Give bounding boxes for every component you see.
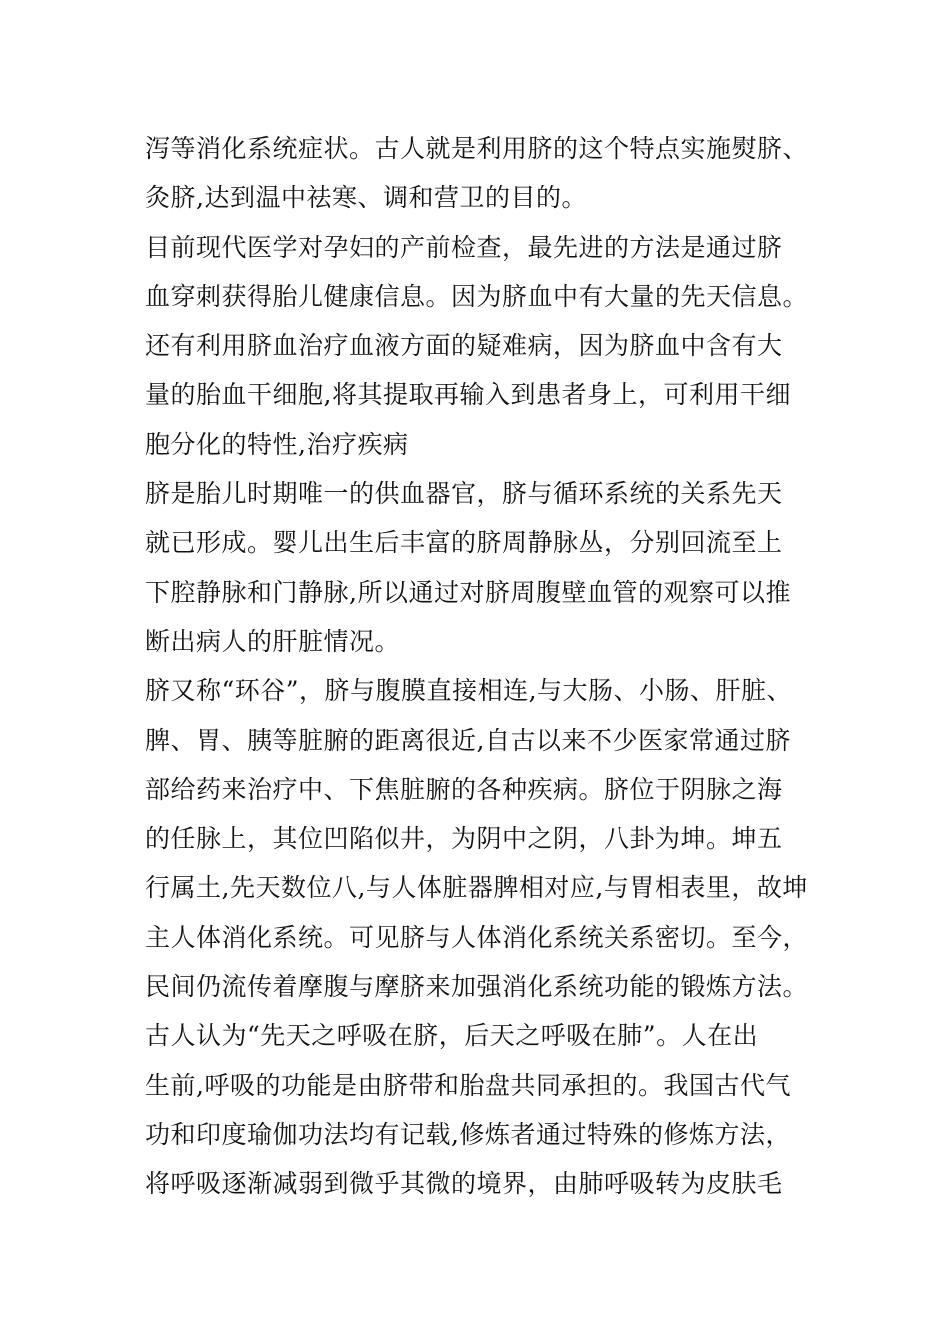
text-line: 胞分化的特性,治疗疾病 [145,429,409,459]
text-line: 目前现代医学对孕妇的产前检查，最先进的方法是通过脐 [145,232,783,262]
body-text [145,124,815,1209]
text-line: 生前,呼吸的功能是由脐带和胎盘共同承担的。我国古代气 [145,1070,791,1100]
text-line: 古人认为“先天之呼吸在脐，后天之呼吸在肺”。人在出 [145,1021,759,1051]
text-line: 将呼吸逐渐减弱到微乎其微的境界，由肺呼吸转为皮肤毛 [145,1169,783,1199]
text-line: 就已形成。婴儿出生后丰富的脐周静脉丛，分别回流至上 [145,528,783,558]
text-line: 血穿刺获得胎儿健康信息。因为脐血中有大量的先天信息。 [145,281,809,311]
text-line: 功和印度瑜伽功法均有记载,修炼者通过特殊的修炼方法， [145,1119,791,1149]
text-line: 部给药来治疗中、下焦脏腑的各种疾病。脐位于阴脉之海 [145,774,783,804]
text-line: 量的胎血干细胞,将其提取再输入到患者身上，可利用干细 [145,380,791,410]
text-line: 灸脐,达到温中祛寒、调和营卫的目的。 [145,183,587,213]
text-line: 还有利用脐血治疗血液方面的疑难病，因为脐血中含有大 [145,331,783,361]
text-line: 脐又称“环谷”，脐与腹膜直接相连,与大肠、小肠、肝脏、 [145,676,793,706]
text-line: 的任脉上，其位凹陷似井，为阴中之阴，八卦为坤。坤五 [145,824,783,854]
text-line: 民间仍流传着摩腹与摩脐来加强消化系统功能的锻炼方法。 [145,972,809,1002]
text-line: 脐是胎儿时期唯一的供血器官，脐与循环系统的关系先天 [145,479,783,509]
text-line: 下腔静脉和门静脉,所以通过对脐周腹壁血管的观察可以推 [145,577,791,607]
text-line: 断出病人的肝脏情况。 [145,626,401,656]
text-line: 泻等消化系统症状。古人就是利用脐的这个特点实施熨脐、 [145,134,809,163]
text-line: 主人体消化系统。可见脐与人体消化系统关系密切。至今， [145,922,809,952]
text-line: 行属土,先天数位八,与人体脏器脾相对应,与胃相表里，故坤 [145,873,808,903]
text-line: 脾、胃、胰等脏腑的距离很近,自古以来不少医家常通过脐 [145,725,791,755]
